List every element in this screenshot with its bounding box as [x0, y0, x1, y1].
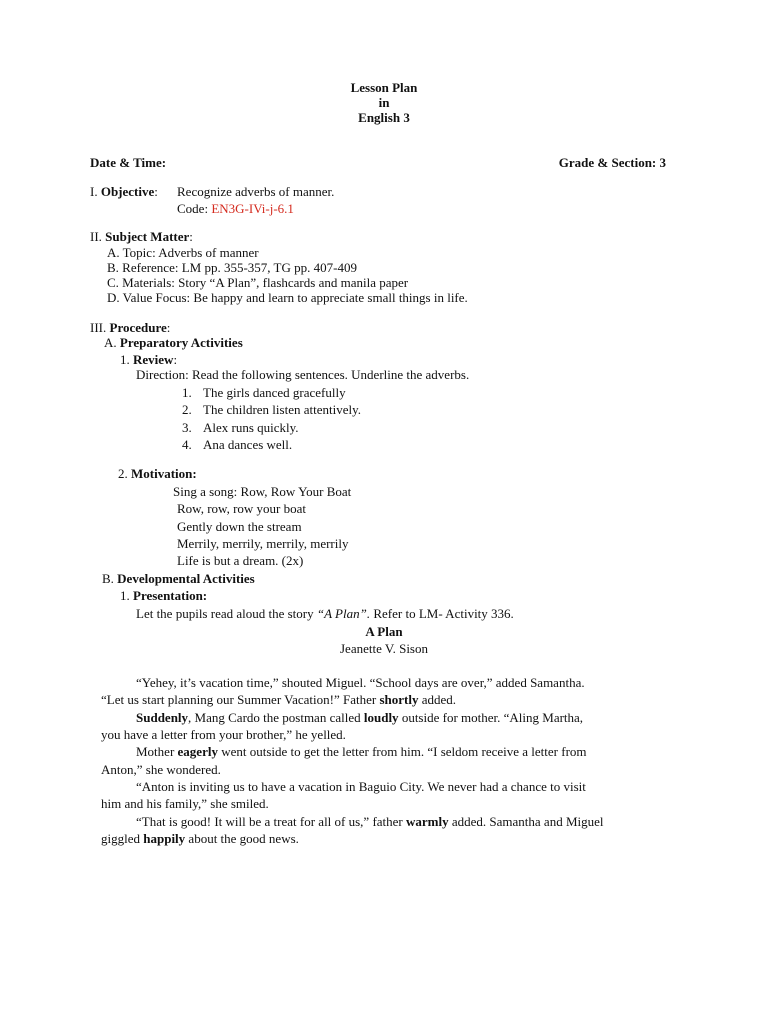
presentation-text-post: Refer to LM- Activity 336.: [370, 606, 514, 621]
story-title: A Plan: [365, 624, 403, 639]
story-line: him and his family,” she smiled.: [101, 796, 269, 811]
motivation-number: 2.: [118, 466, 128, 481]
song-line: Life is but a dream. (2x): [177, 553, 304, 568]
developmental-heading: [102, 571, 255, 586]
objective-numeral: I.: [90, 184, 98, 199]
story-text: added.: [418, 692, 457, 707]
story-text: added. Samantha and Miguel: [448, 814, 604, 829]
review-item-number: 3.: [182, 420, 192, 435]
subject-matter-colon: :: [189, 229, 193, 244]
story-line: Anton,” she wondered.: [101, 762, 221, 777]
presentation-label: Presentation:: [133, 588, 208, 603]
subject-matter-numeral: II.: [90, 229, 102, 244]
presentation-text: [136, 606, 514, 621]
title-in: in: [378, 95, 390, 110]
story-text: “That is good! It will be a treat for all of us,” father: [136, 814, 407, 829]
story-text: “Let us start planning our Summer Vacation!” Father: [101, 692, 380, 707]
review-item-text: The children listen attentively.: [203, 402, 361, 417]
story-author: Jeanette V. Sison: [340, 641, 428, 656]
story-line: [101, 831, 299, 846]
objective-label: Objective: [100, 184, 155, 199]
objective-text: Recognize adverbs of manner.: [177, 184, 335, 199]
motivation-label: Motivation:: [131, 466, 197, 481]
song-line: Merrily, merrily, merrily, merrily: [177, 536, 349, 551]
story-adverb: warmly: [406, 814, 449, 829]
procedure-heading: [90, 320, 170, 335]
review-item-number: 4.: [182, 437, 192, 452]
story-line: [136, 744, 587, 759]
review-heading: [120, 352, 177, 367]
review-item-text: Alex runs quickly.: [203, 420, 299, 435]
subject-matter-heading: [90, 229, 193, 244]
story-text: Mother: [136, 744, 178, 759]
motivation-heading: [118, 466, 197, 481]
developmental-label: Developmental Activities: [117, 571, 255, 586]
story-text: giggled: [101, 831, 144, 846]
code-label: Code:: [177, 201, 209, 216]
review-number: 1.: [120, 352, 130, 367]
objective-colon: :: [154, 184, 158, 199]
objective-code: [177, 201, 294, 216]
code-value: EN3G-IVi-j-6.1: [211, 201, 294, 216]
presentation-heading: [120, 588, 207, 603]
review-direction: Direction: Read the following sentences. Underline the adverbs.: [136, 367, 470, 382]
developmental-letter: B.: [102, 571, 114, 586]
story-adverb: loudly: [363, 710, 399, 725]
objective-heading: [90, 184, 158, 199]
presentation-story-title: “A Plan”.: [316, 606, 371, 621]
subject-value-focus: D. Value Focus: Be happy and learn to appreciate small things in life.: [107, 290, 468, 305]
review-label: Review: [133, 352, 174, 367]
title-lesson-plan: Lesson Plan: [350, 80, 418, 95]
subject-topic: A. Topic: Adverbs of manner: [107, 245, 259, 260]
story-line: “Anton is inviting us to have a vacation in Baguio City. We never had a chance to visit: [136, 779, 586, 794]
review-colon: :: [173, 352, 178, 367]
procedure-label: Procedure: [109, 320, 167, 335]
date-time-label: Date & Time:: [90, 155, 167, 170]
grade-section-label: Grade & Section: 3: [558, 155, 666, 170]
story-adverb: happily: [143, 831, 186, 846]
procedure-numeral: III.: [90, 320, 107, 335]
presentation-text-pre: Let the pupils read aloud the story: [136, 606, 317, 621]
presentation-number: 1.: [120, 588, 130, 603]
story-line: [136, 814, 604, 829]
story-text: outside for mother. “Aling Martha,: [398, 710, 584, 725]
story-text: went outside to get the letter from him. “I seldom receive a letter from: [217, 744, 587, 759]
review-item-number: 1.: [182, 385, 192, 400]
story-adverb: shortly: [379, 692, 419, 707]
song-line: Gently down the stream: [177, 519, 302, 534]
story-adverb: eagerly: [177, 744, 218, 759]
song-line: Row, row, row your boat: [177, 501, 307, 516]
story-text: about the good news.: [185, 831, 299, 846]
subject-materials: C. Materials: Story “A Plan”, flashcards and manila paper: [107, 275, 409, 290]
motivation-intro: Sing a song: Row, Row Your Boat: [173, 484, 352, 499]
review-item-text: Ana dances well.: [203, 437, 293, 452]
subject-matter-label: Subject Matter: [105, 229, 190, 244]
story-line: you have a letter from your brother,” he yelled.: [101, 727, 346, 742]
review-item-number: 2.: [182, 402, 192, 417]
story-adverb: Suddenly: [136, 710, 189, 725]
subject-reference: B. Reference: LM pp. 355-357, TG pp. 407-409: [107, 260, 357, 275]
story-text: , Mang Cardo the postman called: [188, 710, 364, 725]
story-line: [136, 710, 583, 725]
procedure-colon: :: [166, 320, 171, 335]
preparatory-label: Preparatory Activities: [119, 335, 243, 350]
preparatory-letter: A.: [104, 335, 117, 350]
review-item-text: The girls danced gracefully: [203, 385, 346, 400]
preparatory-heading: [104, 335, 243, 350]
story-line: [101, 692, 456, 707]
story-line: “Yehey, it’s vacation time,” shouted Miguel. “School days are over,” added Samantha.: [136, 675, 585, 690]
title-subject: English 3: [358, 110, 410, 125]
